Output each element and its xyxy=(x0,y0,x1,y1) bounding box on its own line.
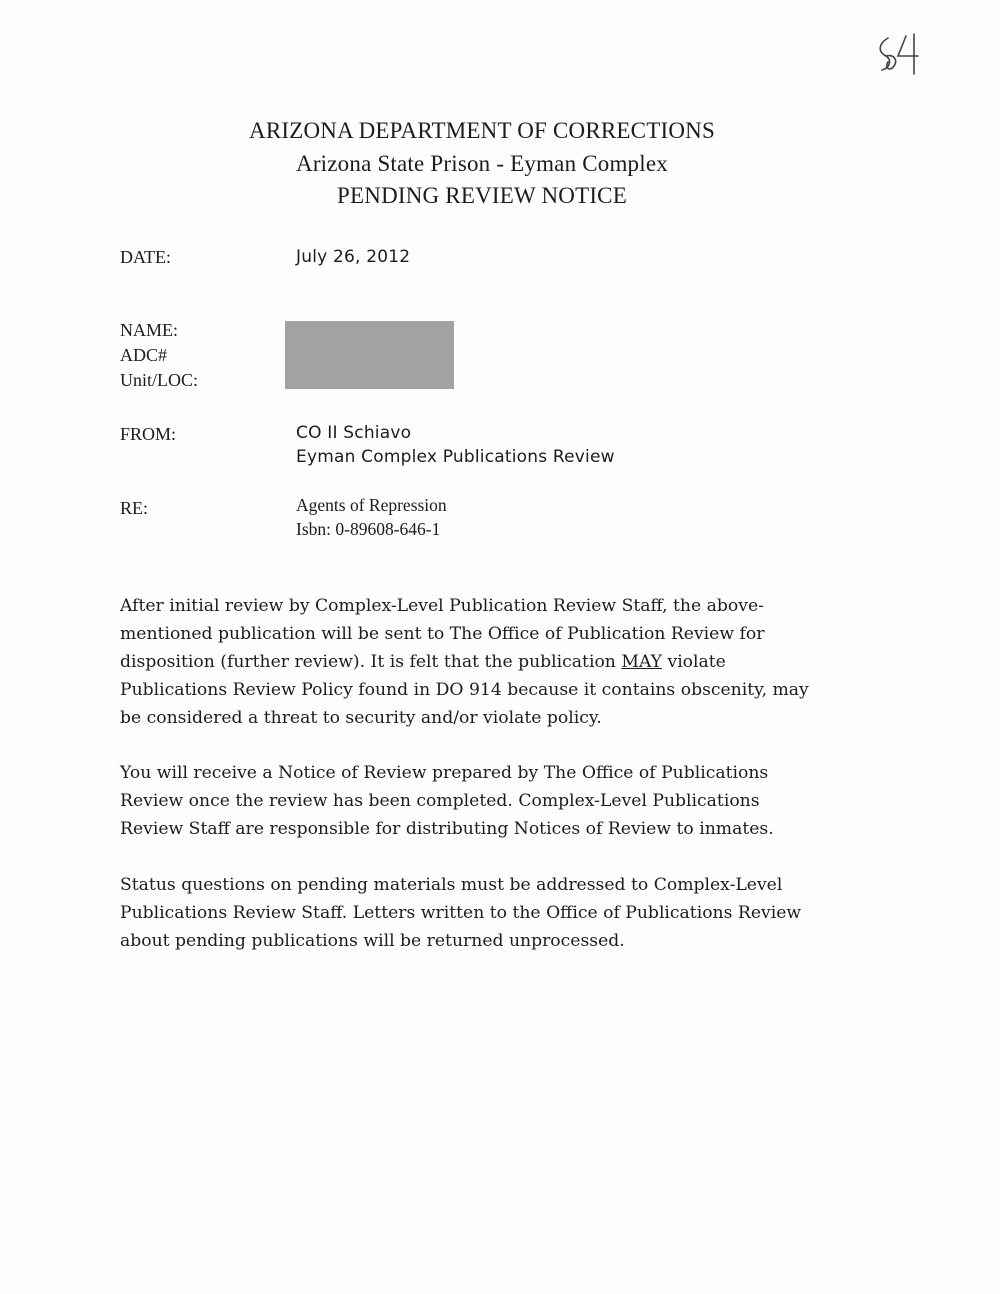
re-isbn: Isbn: 0-89608-646-1 xyxy=(296,519,441,539)
text-line: be considered a threat to security and/or violate policy. xyxy=(120,708,602,728)
date-label: DATE: xyxy=(120,247,171,267)
redaction-box xyxy=(285,321,454,389)
text-line: Status questions on pending materials must be addressed to Complex-Level xyxy=(120,875,783,895)
name-label: NAME: xyxy=(120,320,178,340)
paragraph-status-questions xyxy=(120,871,860,955)
date-value: July 26, 2012 xyxy=(296,247,411,267)
text-line: Review once the review has been completed. Complex-Level Publications xyxy=(120,791,760,811)
from-label: FROM: xyxy=(120,424,177,444)
unit-loc-label: Unit/LOC: xyxy=(120,370,199,390)
text-line: about pending publications will be returned unprocessed. xyxy=(120,931,625,951)
text-segment: violate xyxy=(662,652,726,672)
text-line: You will receive a Notice of Review prepared by The Office of Publications xyxy=(120,763,769,783)
text-segment: disposition (further review). It is felt that the publication xyxy=(120,652,622,672)
text-line xyxy=(120,648,860,676)
paragraph-review-notice xyxy=(120,592,860,732)
text-line: After initial review by Complex-Level Publication Review Staff, the above- xyxy=(120,596,764,616)
header-agency: ARIZONA DEPARTMENT OF CORRECTIONS xyxy=(249,118,715,143)
paragraph-notice-of-review xyxy=(120,759,860,843)
text-line: Publications Review Policy found in DO 914 because it contains obscenity, may xyxy=(120,680,809,700)
text-line: Publications Review Staff. Letters written to the Office of Publications Review xyxy=(120,903,802,923)
from-officer: CO II Schiavo xyxy=(296,423,412,443)
text-line: Review Staff are responsible for distributing Notices of Review to inmates. xyxy=(120,819,774,839)
header-facility: Arizona State Prison - Eyman Complex xyxy=(296,151,668,176)
emphasis-may: MAY xyxy=(621,652,663,672)
text-line: mentioned publication will be sent to The Office of Publication Review for xyxy=(120,624,765,644)
handwritten-page-number xyxy=(870,30,940,75)
from-department: Eyman Complex Publications Review xyxy=(296,447,615,467)
adc-label: ADC# xyxy=(120,345,168,365)
re-title: Agents of Repression xyxy=(296,495,447,515)
re-label: RE: xyxy=(120,498,149,518)
header-notice-title: PENDING REVIEW NOTICE xyxy=(337,183,627,208)
